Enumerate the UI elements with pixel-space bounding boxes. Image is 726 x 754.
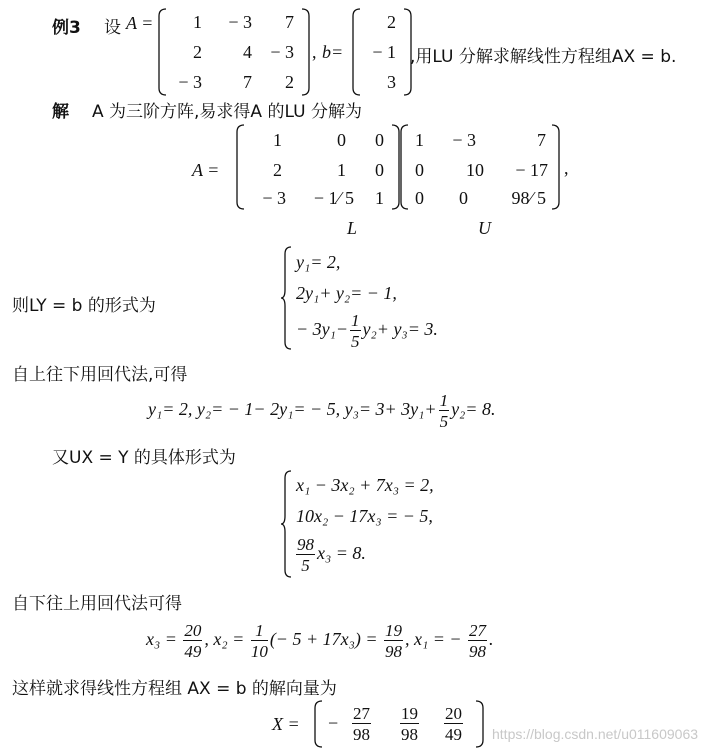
matrix-cell: 0 [375,130,384,150]
solution-text: A 为三阶方阵,易求得A 的LU 分解为 [92,102,362,122]
fraction: $\frac{1}{5}$ [351,311,360,351]
fraction: $\frac{1}{5}$ [439,391,449,431]
matrix-cell: − 3 [178,72,202,92]
matrix-cell: − 3 [452,130,476,150]
final-x-eq: X = [272,714,300,734]
ly-eq3-left: − 3y₁− [296,319,349,340]
ux-eq3-right: x₃ = 8. [317,543,366,564]
forward-intro: 自上往下用回代法,可得 [12,365,188,385]
right-paren-icon [474,700,484,748]
right-bracket-icon [550,124,560,210]
fraction: $\frac{1}{10}$ [250,621,268,661]
example-a-matrix [158,8,310,96]
matrix-cell: − 3 [228,12,252,32]
forward-eq-left: y₁= 2, y₂= − 1− 2y₁= − 5, y₃= 3+ 3y₁+ [148,399,437,420]
l-matrix [236,124,400,210]
matrix-cell: 10 [466,160,484,180]
matrix-cell: − 1⁄ 5 [313,188,354,208]
fraction: $\frac{98}{5}$ [297,535,314,575]
ux-eq2: 10x₂ − 17x₃ = − 5, [296,506,433,526]
matrix-cell: 2 [193,42,202,62]
matrix-cell: 4 [243,42,252,62]
example-task: ,用LU 分解求解线性方程组AX = b. [410,47,677,67]
lu-trailing-comma: , [564,158,569,178]
vector-cell: 2 [387,12,396,32]
forward-eq-right: y₂= 8. [451,399,496,420]
example-b-vector [352,8,412,96]
ly-eq2: 2y₁+ y₂= − 1, [296,283,397,303]
matrix-cell: 1 [337,160,346,180]
example-b-eq: b= [322,42,344,62]
fraction: $\frac{27}{98}$ [353,704,370,744]
right-bracket-icon [390,124,400,210]
ly-eq1: y₁= 2, [296,252,341,272]
matrix-cell: 7 [537,130,546,150]
matrix-cell: − 3 [270,42,294,62]
matrix-cell: 0 [415,160,424,180]
left-brace-icon [280,246,292,350]
vector-cell: 3 [387,72,396,92]
lu-a-eq: A = [192,160,220,180]
ly-intro: 则LY = b 的形式为 [12,296,156,316]
matrix-cell: − 17 [515,160,548,180]
fraction: $\frac{27}{98}$ [469,621,487,661]
matrix-cell: 0 [375,160,384,180]
matrix-cell: 1 [273,130,282,150]
example-a-eq: A = [126,13,154,33]
left-brace-icon [280,470,292,578]
fraction: $\frac{20}{49}$ [445,704,462,744]
right-bracket-icon [300,8,310,96]
ux-eq3 [294,536,366,574]
watermark: https://blog.csdn.net/u011609063 [492,726,699,742]
l-label: L [347,218,358,238]
forward-equation [148,392,495,430]
left-paren-icon [314,700,324,748]
backward-equation: x₃ = $\frac{20}{49}$ , x₂ = $\frac{1}{10}$ (− 5 + 17x₃) = $\frac{19}{98}$ , x₁ = − $\frac{27}{98}$ . [146,621,494,661]
fraction: $\frac{19}{98}$ [385,621,402,661]
matrix-cell: 0 [415,188,424,208]
left-bracket-icon [352,8,362,96]
matrix-cell: 0 [459,188,468,208]
ux-intro: 又UX = Y 的具体形式为 [52,448,236,468]
vector-minus: − [328,713,339,733]
final-intro: 这样就求得线性方程组 AX = b 的解向量为 [12,679,337,699]
left-bracket-icon [400,124,410,210]
example-label: 例3 [52,18,81,38]
matrix-cell: 0 [337,130,346,150]
matrix-cell: 1 [375,188,384,208]
matrix-cell: 2 [273,160,282,180]
u-matrix [400,124,560,210]
ly-eq3 [296,312,438,350]
matrix-cell: 2 [285,72,294,92]
solution-label: 解 [52,102,69,122]
fraction: $\frac{19}{98}$ [401,704,418,744]
backward-intro: 自下往上用回代法可得 [12,594,182,614]
matrix-cell: 98⁄ 5 [511,188,546,208]
example-comma: , [312,42,317,62]
ux-eq1: x₁ − 3x₂ + 7x₃ = 2, [296,475,434,495]
matrix-cell: 7 [243,72,252,92]
u-label: U [478,218,491,238]
fraction: $\frac{20}{49}$ [184,621,202,661]
matrix-cell: 7 [285,12,294,32]
solution-vector [314,700,484,748]
vector-cell: − 1 [372,42,396,62]
matrix-cell: − 3 [262,188,286,208]
ly-eq3-right: y₂+ y₃= 3. [362,319,438,340]
matrix-cell: 1 [415,130,424,150]
example-intro: 设 [104,18,121,38]
matrix-cell: 1 [193,12,202,32]
